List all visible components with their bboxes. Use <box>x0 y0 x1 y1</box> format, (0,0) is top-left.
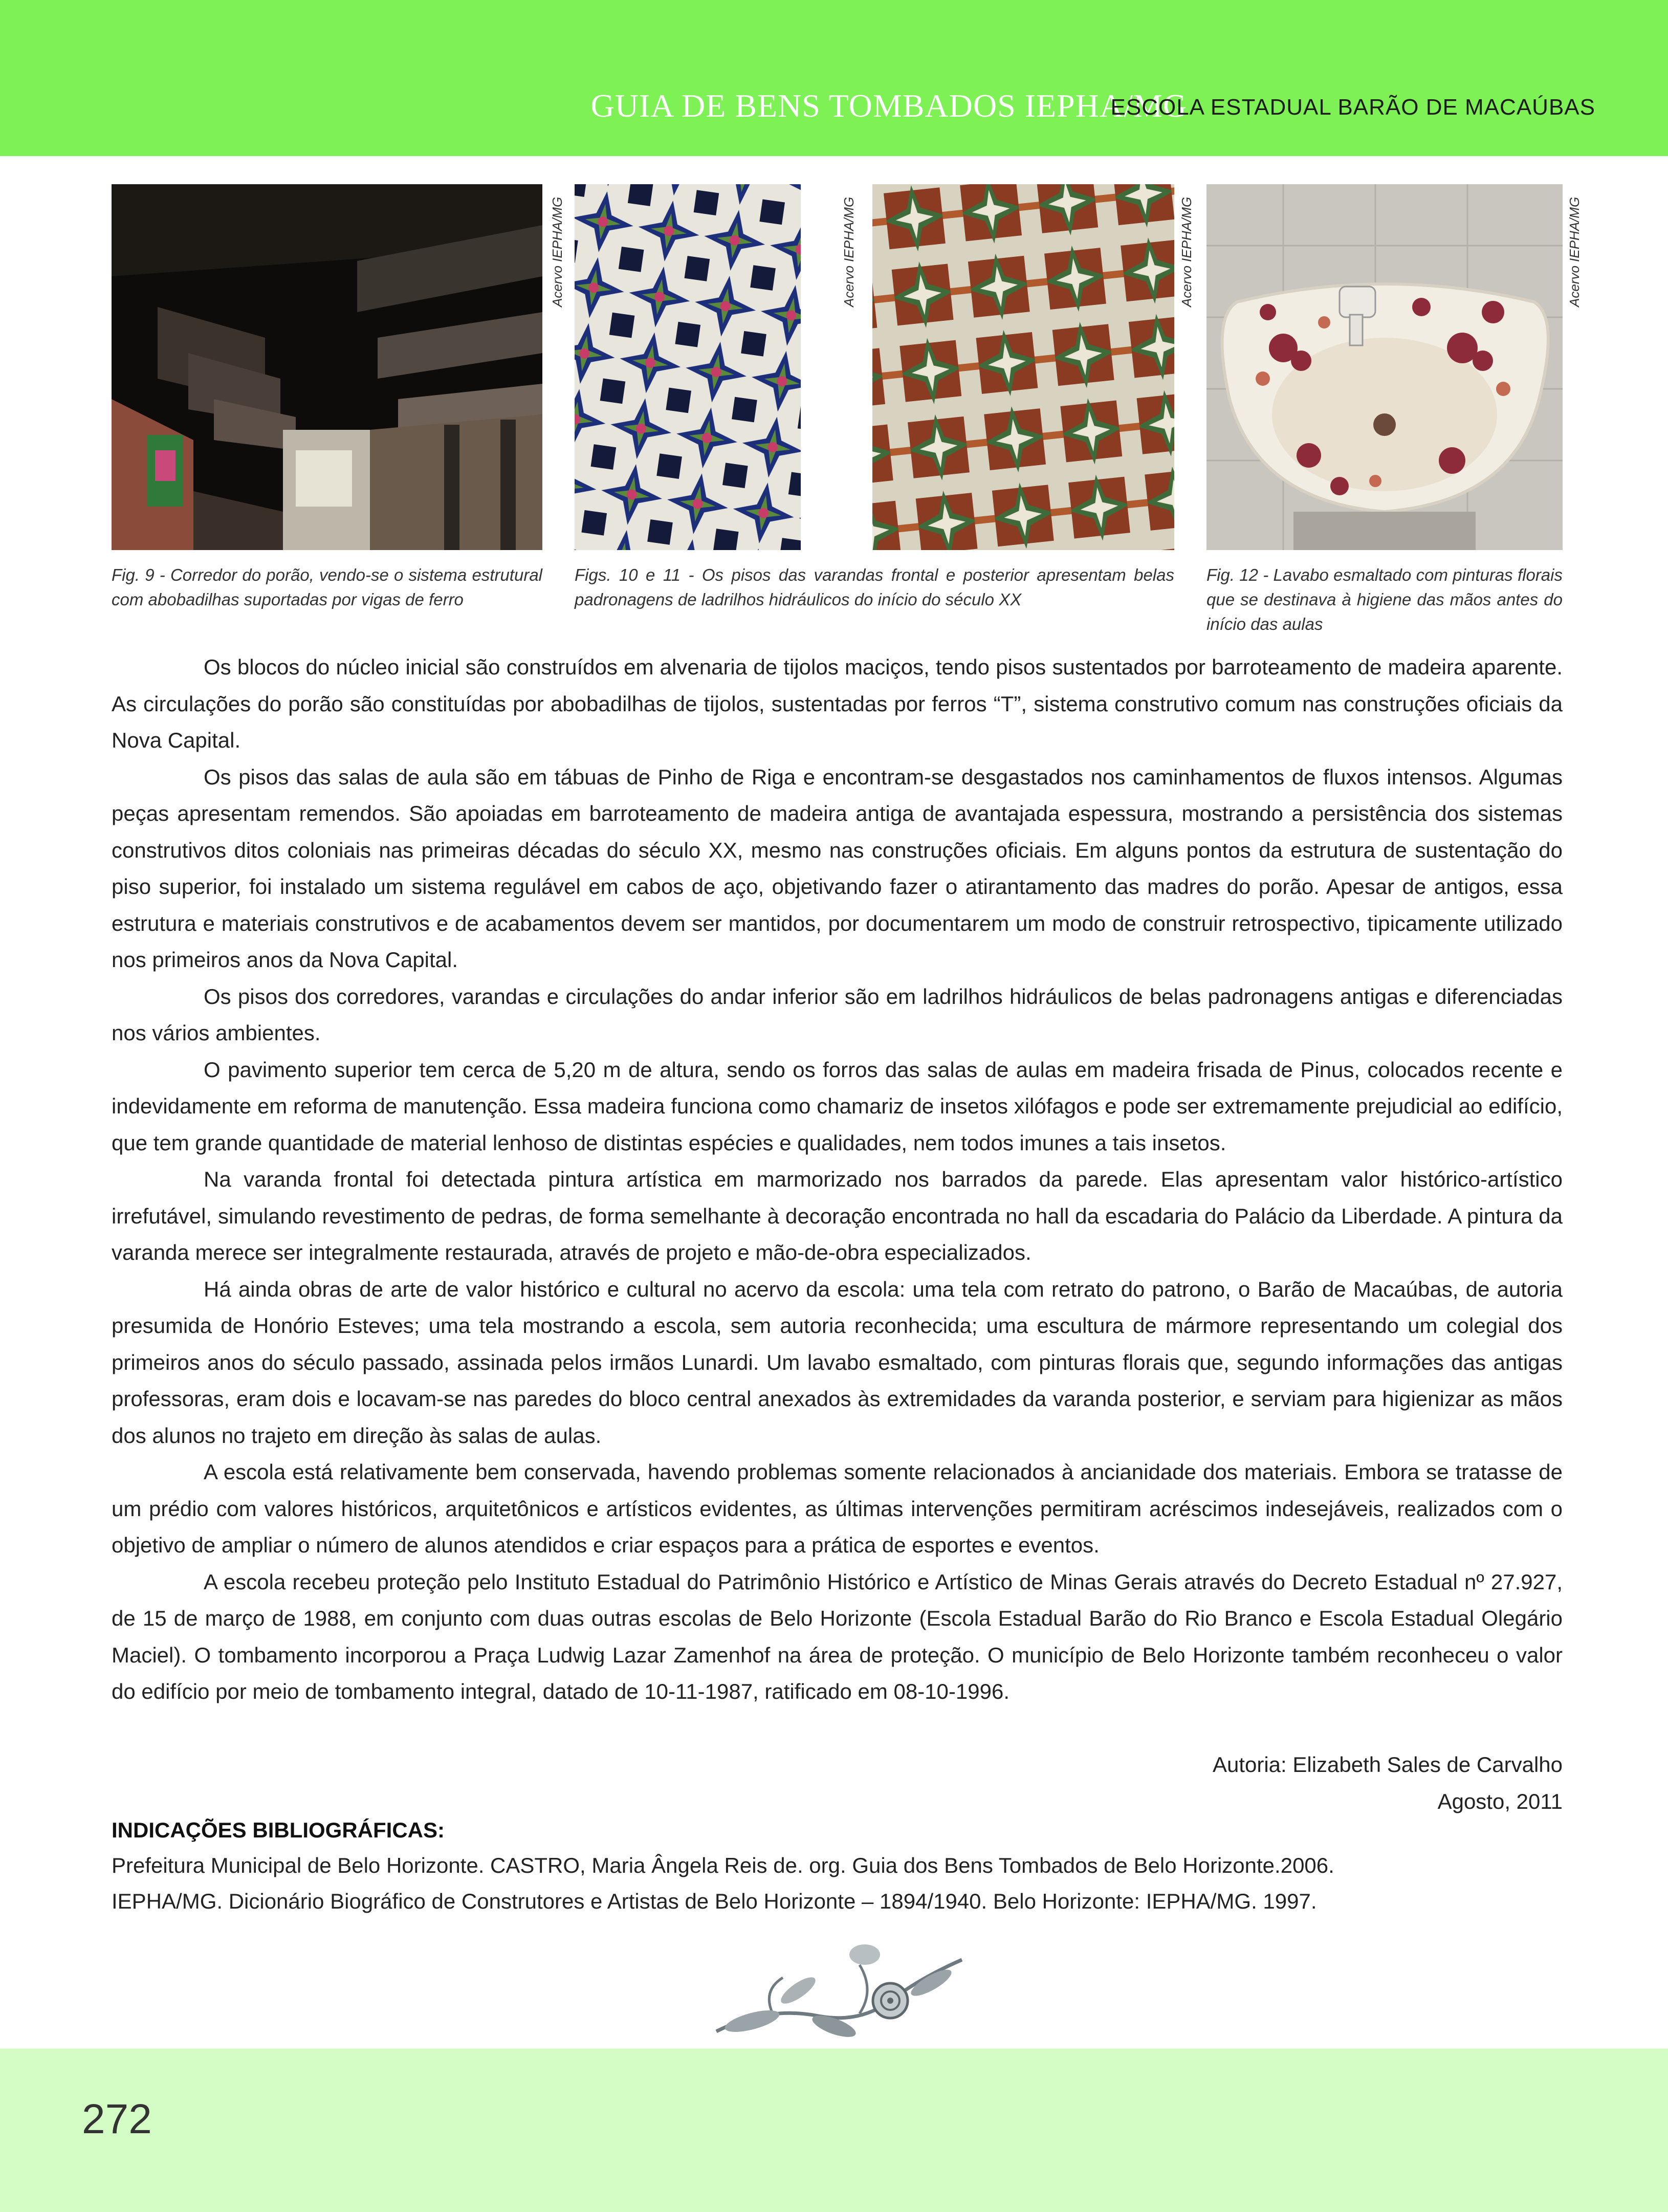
guide-title: GUIA DE BENS TOMBADOS IEPHA/MG <box>590 87 1187 124</box>
paragraph: O pavimento superior tem cerca de 5,20 m de altura, sendo os forros das salas de aulas em madeira frisada de Pinus, colocados recente e indevidamente em reforma de manutenção. Essa madeira funciona como chamariz de insetos xilófagos e pode ser extremamente prejudicial ao edifício, que tem grande quantidade de material lenhoso de distintas espécies e qualidades, nem todos imunes a tais insetos. <box>112 1057 1563 1155</box>
photo-corridor <box>112 184 542 550</box>
article-body <box>112 649 1563 1710</box>
bibliography-heading: INDICAÇÕES BIBLIOGRÁFICAS: <box>112 1818 445 1842</box>
photo-blue-tiles <box>575 184 801 550</box>
paragraph: Na varanda frontal foi detectada pintura artística em marmorizado nos barrados da parede. Elas apresentam valor histórico-artístico irrefutável, simulando revestimento de pedras, de forma semelhante à decoração encontrada no hall da escadaria do Palácio da Liberdade. A pintura da varanda merece ser integralmente restaurada, através de projeto e mão-de-obra especializados. <box>112 1167 1563 1264</box>
photo-credit: Acervo IEPHA/MG <box>841 196 857 307</box>
figure-caption: Fig. 12 - Lavabo esmaltado com pinturas florais que se destinava à higiene das mãos antes do início das aulas <box>1206 565 1563 633</box>
paragraph: Os pisos das salas de aula são em tábuas de Pinho de Riga e encontram-se desgastados nos caminhamentos de fluxos intensos. Algumas peças apresentam remendos. São apoiadas em barroteamento de madeira antiga de avantajada espessura, mostrando a persistência dos sistemas construtivos ditos coloniais nas primeiras décadas do século XX, mesmo nas construções oficiais. Em alguns pontos da estrutura de sustentação do piso superior, foi instalado um sistema regulável em cabos de aço, objetivando fazer o atirantamento das madres do porão. Apesar de antigos, essa estrutura e materiais construtivos e de acabamentos devem ser mantidos, por documentarem um modo de construir retrospectivo, tipicamente utilizado nos primeiros anos da Nova Capital. <box>112 764 1563 972</box>
page-footer <box>0 2049 1668 2212</box>
paragraph: Os pisos dos corredores, varandas e circulações do andar inferior são em ladrilhos hidráulicos de belas padronagens antigas e diferenciadas nos vários ambientes. <box>112 984 1563 1045</box>
figure-caption: Figs. 10 e 11 - Os pisos das varandas frontal e posterior apresentam belas padronagens de ladrilhos hidráulicos do início do século XX <box>575 565 1174 609</box>
paragraph: A escola está relativamente bem conservada, havendo problemas somente relacionados à ancianidade dos materiais. Embora se tratasse de um prédio com valores históricos, arquitetônicos e artísticos evidentes, as últimas intervenções permitiram acréscimos indesejáveis, realizados com o objetivo de ampliar o número de alunos atendidos e criar espaços para a prática de esportes e eventos. <box>112 1460 1563 1557</box>
photo-credit: Acervo IEPHA/MG <box>1567 196 1582 307</box>
page-header <box>0 0 1668 156</box>
figure-caption: Fig. 9 - Corredor do porão, vendo-se o sistema estrutural com abobadilhas suportadas por vigas de ferro <box>112 565 542 609</box>
paragraph: A escola recebeu proteção pelo Instituto Estadual do Patrimônio Histórico e Artístico de Minas Gerais através do Decreto Estadual nº 27.927, de 15 de março de 1988, em conjunto com duas outras escolas de Belo Horizonte (Escola Estadual Barão do Rio Branco e Escola Estadual Olegário Maciel). O tombamento incorporou a Praça Ludwig Lazar Zamenhof na área de proteção. O município de Belo Horizonte também reconheceu o valor do edifício por meio de tombamento integral, datado de 10-11-1987, ratificado em 08-10-1996. <box>112 1569 1563 1703</box>
author-date: Agosto, 2011 <box>1437 1789 1563 1813</box>
school-name: ESCOLA ESTADUAL BARÃO DE MACAÚBAS <box>1110 95 1595 120</box>
bibliography-item: Prefeitura Municipal de Belo Horizonte. CASTRO, Maria Ângela Reis de. org. Guia dos Bens Tombados de Belo Horizonte.2006. <box>112 1853 1334 1877</box>
author-line: Autoria: Elizabeth Sales de Carvalho <box>1212 1753 1563 1777</box>
photo-credit: Acervo IEPHA/MG <box>1179 196 1194 307</box>
photo-credit: Acervo IEPHA/MG <box>550 196 565 307</box>
paragraph: Há ainda obras de arte de valor histórico e cultural no acervo da escola: uma tela com retrato do patrono, o Barão de Macaúbas, de autoria presumida de Honório Esteves; uma tela mostrando a escola, sem autoria reconhecida; uma escultura de mármore representando um colegial dos primeiros anos do século passado, assinada pelos irmãos Lunardi. Um lavabo esmaltado, com pinturas florais que, segundo informações das antigas professoras, eram dois e locavam-se nas paredes do bloco central anexados às extremidades da varanda posterior, e serviam para higienizar as mãos dos alunos no trajeto em direção às salas de aulas. <box>112 1277 1563 1448</box>
photo-red-tiles <box>872 184 1174 550</box>
page-number: 272 <box>82 2096 152 2142</box>
author-block <box>1213 1746 1563 1820</box>
bibliography-item: IEPHA/MG. Dicionário Biográfico de Construtores e Artistas de Belo Horizonte – 1894/1940. Belo Horizonte: IEPHA/MG. 1997. <box>112 1889 1317 1913</box>
photo-sink <box>1206 184 1563 550</box>
rose-ornament-icon <box>706 1929 972 2049</box>
paragraph: Os blocos do núcleo inicial são construídos em alvenaria de tijolos maciços, tendo pisos sustentados por barroteamento de madeira aparente. As circulações do porão são constituídas por abobadilhas de tijolos, sustentadas por ferros “T”, sistema construtivo comum nas construções oficiais da Nova Capital. <box>112 655 1563 752</box>
